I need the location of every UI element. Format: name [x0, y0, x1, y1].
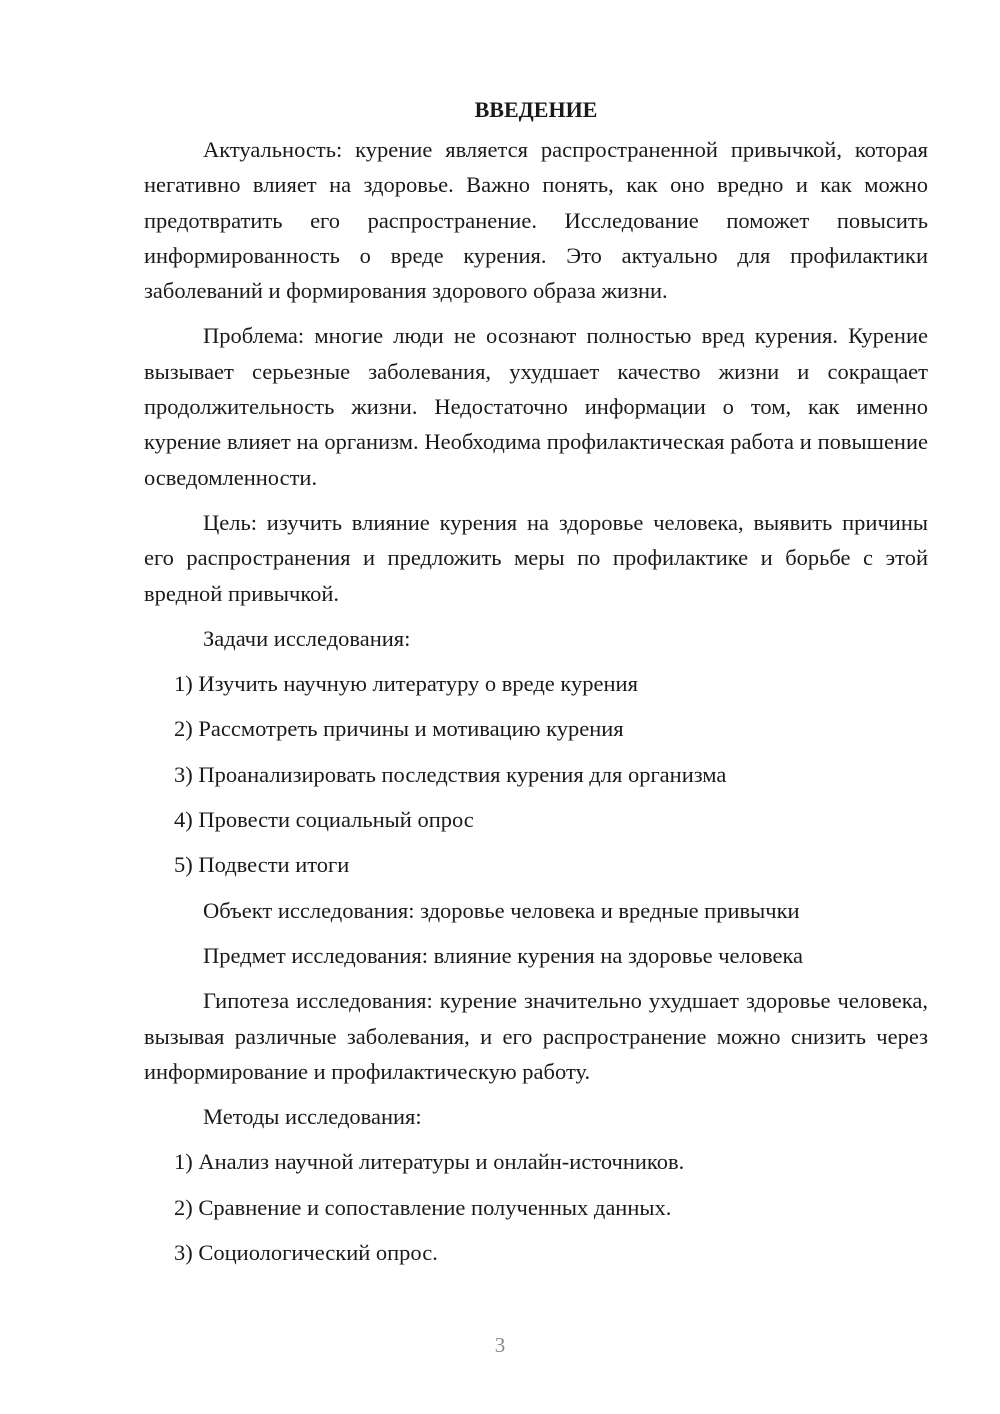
page-number: 3 — [494, 1333, 506, 1357]
method-item: 3) Социологический опрос. — [174, 1240, 438, 1266]
method-item: 1) Анализ научной литературы и онлайн-источников. — [174, 1149, 685, 1175]
research-object: Объект исследования: здоровье человека и вредные привычки — [203, 897, 800, 923]
goal-paragraph: Цель: изучить влияние курения на здоровье человека, выявить причины его распространения и предложить меры по профилактике и борьбе с этой вредной привычкой. — [144, 509, 928, 606]
research-subject: Предмет исследования: влияние курения на здоровье человека — [203, 942, 804, 968]
task-item: 1) Изучить научную литературу о вреде курения — [174, 671, 638, 697]
task-item: 3) Проанализировать последствия курения для организма — [174, 761, 727, 787]
method-item: 2) Сравнение и сопоставление полученных данных. — [174, 1194, 672, 1220]
task-item: 2) Рассмотреть причины и мотивацию курения — [174, 716, 624, 742]
task-item: 4) Провести социальный опрос — [174, 807, 474, 833]
task-item: 5) Подвести итоги — [174, 852, 350, 878]
relevance-paragraph: Актуальность: курение является распространенной привычкой, которая негативно влияет на здоровье. Важно понять, как оно вредно и как можно предотвратить его распространение. Исследование поможет повысить информированность о вреде курения. Это актуально для профилактики заболеваний и формирования здорового образа жизни. — [144, 137, 928, 304]
document-page — [144, 92, 928, 1280]
problem-paragraph: Проблема: многие люди не осознают полностью вред курения. Курение вызывает серьезные заболевания, ухудшает качество жизни и сокращает продолжительность жизни. Недостаточно информации о том, как именно курение влияет на организм. Необходима профилактическая работа и повышение осведомленности. — [144, 323, 928, 490]
hypothesis-paragraph: Гипотеза исследования: курение значительно ухудшает здоровье человека, вызывая различные заболевания, и его распространение можно снизить через информирование и профилактическую работу. — [144, 988, 928, 1084]
tasks-heading: Задачи исследования: — [203, 625, 411, 651]
section-title: ВВЕДЕНИЕ — [474, 97, 598, 122]
methods-heading: Методы исследования: — [203, 1104, 422, 1130]
